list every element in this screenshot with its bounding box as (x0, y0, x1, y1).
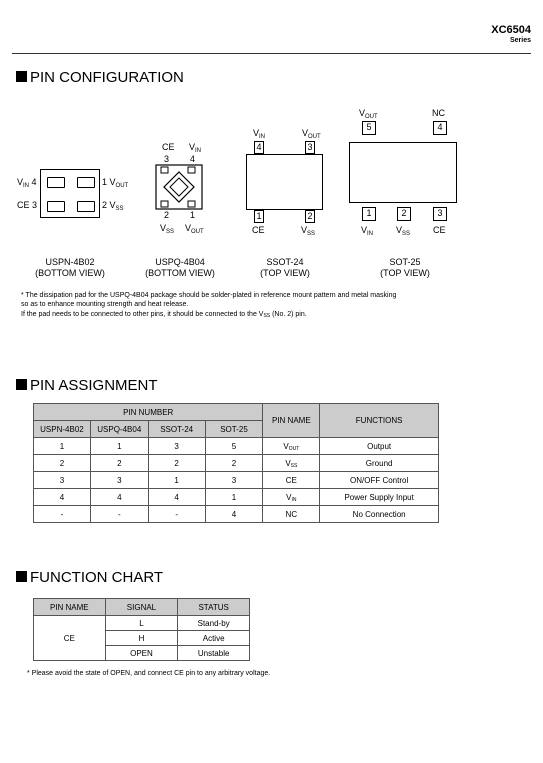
table-row (34, 438, 439, 455)
uspq-view-label: (BOTTOM VIEW) (145, 268, 215, 278)
uspq-pin2-sym: $V_{SS}$ (160, 223, 175, 235)
cell: 4 (34, 489, 91, 506)
column-header: USPQ-4B04 (90, 421, 148, 438)
uspn-package-name: USPN-4B02 (45, 257, 95, 267)
ssot-pin1-lead: 1 (254, 210, 264, 223)
uspq-pin4-sym: $V_{IN}$ (189, 142, 202, 154)
uspq-pin3-sym: CE (162, 142, 175, 152)
uspq-package-drawing (155, 164, 203, 210)
ssot-pin2-lead: 2 (305, 210, 315, 223)
section-bullet-icon (16, 379, 27, 390)
section-bullet-icon (16, 71, 27, 82)
uspq-pad-2 (161, 201, 168, 207)
function-cell: ON/OFF Control (320, 472, 439, 489)
column-header: SOT-25 (205, 421, 263, 438)
ssot-pin3-lead: 3 (305, 141, 315, 154)
function-cell: No Connection (320, 506, 439, 523)
function-cell: Ground (320, 455, 439, 472)
uspn-view-label: (BOTTOM VIEW) (35, 268, 105, 278)
pin-name-cell: $V_{OUT}$ (263, 438, 320, 455)
signal-cell: L (105, 616, 178, 631)
cell: 2 (90, 455, 148, 472)
sot-pin2-sym: $V_{SS}$ (396, 225, 411, 237)
pin-name-cell: CE (34, 616, 106, 661)
uspq-pad-3 (161, 167, 168, 173)
uspn-pad-2 (77, 201, 95, 212)
pin-name-cell: NC (263, 506, 320, 523)
cell: 3 (90, 472, 148, 489)
ssot-pin3-sym: $V_{OUT}$ (302, 128, 321, 140)
uspq-package-name: USPQ-4B04 (155, 257, 205, 267)
signal-header: SIGNAL (105, 599, 178, 616)
function-cell: Output (320, 438, 439, 455)
dissipation-pad-note-line3: If the pad needs to be connected to other pins, it should be connected to the $V_{SS}$ (No. 2) pin. (21, 311, 307, 319)
cell: 5 (205, 438, 263, 455)
sot-pin3-lead: 3 (433, 207, 447, 221)
signal-cell: H (105, 631, 178, 646)
status-cell: Unstable (178, 646, 250, 661)
status-cell: Active (178, 631, 250, 646)
uspn-pin4-label: $V_{IN}$ 4 (17, 177, 37, 189)
dissipation-pad-note-line1: * The dissipation pad for the USPQ-4B04 package should be solder-plated in reference mount pattern and metal masking (21, 292, 397, 299)
section-bullet-icon (16, 571, 27, 582)
cell: 4 (205, 506, 263, 523)
sot-pin2-lead: 2 (397, 207, 411, 221)
ssot-pin2-sym: $V_{SS}$ (301, 225, 316, 237)
series-label: Series (509, 37, 531, 44)
table-row (34, 506, 439, 523)
sot-pin1-lead: 1 (362, 207, 376, 221)
pin-name-cell: $V_{SS}$ (263, 455, 320, 472)
uspq-pin3-num: 3 (164, 154, 170, 164)
uspq-pin1-num: 1 (190, 210, 196, 220)
cell: 4 (90, 489, 148, 506)
section-title-pin-configuration: PIN CONFIGURATION (16, 69, 184, 86)
uspq-pad-4 (188, 167, 195, 173)
cell: 3 (148, 438, 205, 455)
uspq-pin2-num: 2 (164, 210, 170, 220)
ssot-pin4-lead: 4 (254, 141, 264, 154)
function-cell: Power Supply Input (320, 489, 439, 506)
uspn-pad-3 (47, 201, 65, 212)
uspn-pad-1 (77, 177, 95, 188)
sot-pin4-lead: 4 (433, 121, 447, 135)
sot-pin5-lead: 5 (362, 121, 376, 135)
cell: 3 (205, 472, 263, 489)
function-chart-table (33, 598, 250, 661)
status-cell: Stand-by (178, 616, 250, 631)
sot-package-name: SOT-25 (389, 257, 421, 267)
column-header: USPN-4B02 (34, 421, 91, 438)
pin-number-header: PIN NUMBER (34, 404, 263, 421)
cell: 1 (148, 472, 205, 489)
ssot-package-name: SSOT-24 (266, 257, 304, 267)
sot-package-body (349, 142, 457, 203)
part-number: XC6504 (491, 24, 531, 36)
uspn-pin3-label: CE 3 (17, 200, 38, 210)
section-title-function-chart: FUNCTION CHART (16, 569, 163, 586)
pin-name-header: PIN NAME (263, 404, 320, 438)
sot-pin1-sym: $V_{IN}$ (361, 225, 374, 237)
sot-pin3-sym: CE (433, 225, 446, 235)
ssot-pin1-sym: CE (252, 225, 265, 235)
ssot-pin4-sym: $V_{IN}$ (253, 128, 266, 140)
dissipation-pad-note-line2: so as to enhance mounting strength and heat release. (21, 301, 189, 308)
cell: 2 (205, 455, 263, 472)
sot-view-label: (TOP VIEW) (380, 268, 430, 278)
uspn-pad-4 (47, 177, 65, 188)
signal-cell: OPEN (105, 646, 178, 661)
pin-name-cell: $V_{IN}$ (263, 489, 320, 506)
cell: 1 (205, 489, 263, 506)
table-row (34, 616, 250, 631)
pin-name-cell: CE (263, 472, 320, 489)
uspn-pin2-label: 2 $V_{SS}$ (102, 200, 124, 212)
column-header: SSOT-24 (148, 421, 205, 438)
header-divider (12, 53, 531, 54)
status-header: STATUS (178, 599, 250, 616)
cell: 2 (148, 455, 205, 472)
table-row (34, 455, 439, 472)
sot-pin5-sym: $V_{OUT}$ (359, 108, 378, 120)
cell: 2 (34, 455, 91, 472)
ssot-package-body (246, 154, 323, 210)
uspq-pin1-sym: $V_{OUT}$ (185, 223, 204, 235)
cell: - (148, 506, 205, 523)
function-chart-note: * Please avoid the state of OPEN, and connect CE pin to any arbitrary voltage. (27, 670, 271, 677)
cell: 1 (90, 438, 148, 455)
uspq-pad-1 (188, 201, 195, 207)
table-row (34, 472, 439, 489)
table-row (34, 489, 439, 506)
sot-pin4-sym: NC (432, 108, 445, 118)
pin-name-header: PIN NAME (34, 599, 106, 616)
section-title-pin-assignment: PIN ASSIGNMENT (16, 377, 158, 394)
ssot-view-label: (TOP VIEW) (260, 268, 310, 278)
uspn-pin1-label: 1 $V_{OUT}$ (102, 177, 129, 189)
cell: 4 (148, 489, 205, 506)
cell: - (90, 506, 148, 523)
functions-header: FUNCTIONS (320, 404, 439, 438)
cell: - (34, 506, 91, 523)
cell: 1 (34, 438, 91, 455)
uspq-pin4-num: 4 (190, 154, 196, 164)
pin-assignment-table (33, 403, 439, 523)
cell: 3 (34, 472, 91, 489)
